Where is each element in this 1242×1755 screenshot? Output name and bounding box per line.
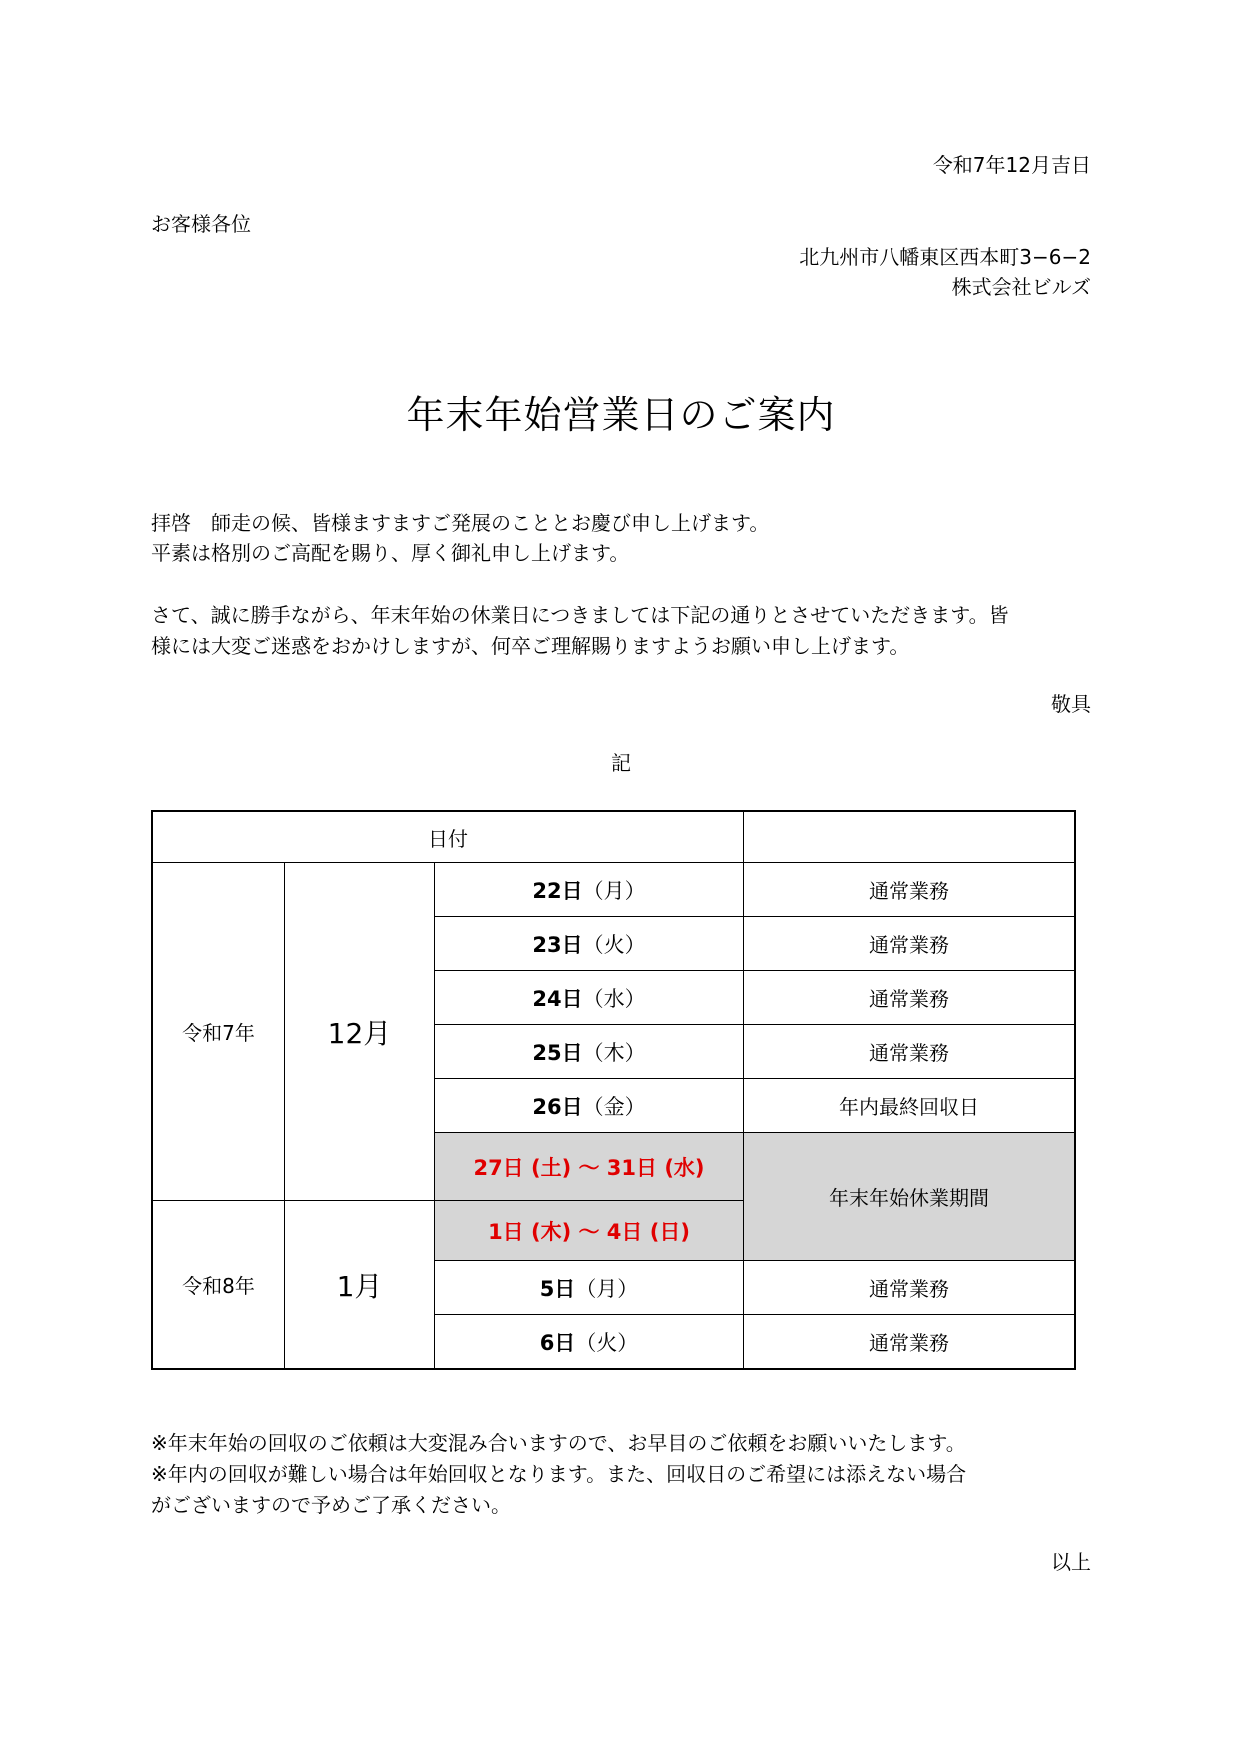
year-cell: 令和7年 <box>153 862 284 1200</box>
date-cell <box>434 1024 743 1078</box>
date-cell <box>434 970 743 1024</box>
month-cell: 12月 <box>284 862 434 1200</box>
day-number: 26日 <box>532 1094 583 1119</box>
date-cell <box>434 1260 743 1314</box>
date-cell <box>434 862 743 916</box>
day-of-week: （月） <box>575 1276 639 1301</box>
note-line: がございますので予めご了承ください。 <box>151 1493 511 1517</box>
closing-word: 敬具 <box>1051 692 1091 716</box>
greeting-line: 平素は格別のご高配を賜り、厚く御礼申し上げます。 <box>151 541 630 565</box>
status-cell: 通常業務 <box>743 970 1074 1024</box>
day-number: 24日 <box>532 986 583 1011</box>
sender-company: 株式会社ビルズ <box>951 275 1091 299</box>
holiday-range-cell: 1日 (木) 〜 4日 (日) <box>434 1200 743 1260</box>
note-line: ※年内の回収が難しい場合は年始回収となります。また、回収日のご希望には添えない場合 <box>151 1462 967 1486</box>
status-cell: 通常業務 <box>743 916 1074 970</box>
day-number: 6日 <box>539 1330 576 1355</box>
document-date: 令和7年12月吉日 <box>932 153 1091 177</box>
status-cell: 通常業務 <box>743 1314 1074 1368</box>
greeting-line: 拝啓 師走の候、皆様ますますご発展のこととお慶び申し上げます。 <box>151 511 770 535</box>
day-of-week: （木） <box>582 1040 646 1065</box>
day-of-week: （金） <box>582 1094 646 1119</box>
day-of-week: （火） <box>582 932 646 957</box>
holiday-range-cell: 27日 (土) 〜 31日 (水) <box>434 1132 743 1200</box>
schedule-table <box>151 810 1076 1370</box>
month-cell: 1月 <box>284 1200 434 1368</box>
page-title: 年末年始営業日のご案内 <box>406 393 836 437</box>
status-cell: 通常業務 <box>743 862 1074 916</box>
header-status <box>743 812 1074 862</box>
day-number: 22日 <box>532 878 583 903</box>
day-of-week: （水） <box>582 986 646 1011</box>
date-cell <box>434 1314 743 1368</box>
day-of-week: （月） <box>582 878 646 903</box>
recipient: お客様各位 <box>151 212 251 236</box>
year-cell: 令和8年 <box>153 1200 284 1368</box>
day-of-week: （火） <box>575 1330 639 1355</box>
header-date: 日付 <box>428 826 468 851</box>
status-cell: 通常業務 <box>743 1260 1074 1314</box>
body-line: さて、誠に勝手ながら、年末年始の休業日につきましては下記の通りとさせていただきます。皆 <box>151 603 1009 627</box>
note-line: ※年末年始の回収のご依頼は大変混み合いますので、お早目のご依頼をお願いいたします。 <box>151 1431 966 1455</box>
status-cell: 年内最終回収日 <box>743 1078 1074 1132</box>
date-cell <box>434 916 743 970</box>
day-number: 23日 <box>532 932 583 957</box>
status-cell: 通常業務 <box>743 1024 1074 1078</box>
day-number: 25日 <box>532 1040 583 1065</box>
date-cell <box>434 1078 743 1132</box>
day-number: 5日 <box>539 1276 576 1301</box>
holiday-status-cell: 年末年始休業期間 <box>743 1132 1074 1260</box>
sender-address: 北九州市八幡東区西本町3−6−2 <box>799 245 1091 269</box>
body-line: 様には大変ご迷惑をおかけしますが、何卒ご理解賜りますようお願い申し上げます。 <box>151 634 910 658</box>
end-word: 以上 <box>1051 1550 1091 1574</box>
ki-heading: 記 <box>611 751 631 775</box>
